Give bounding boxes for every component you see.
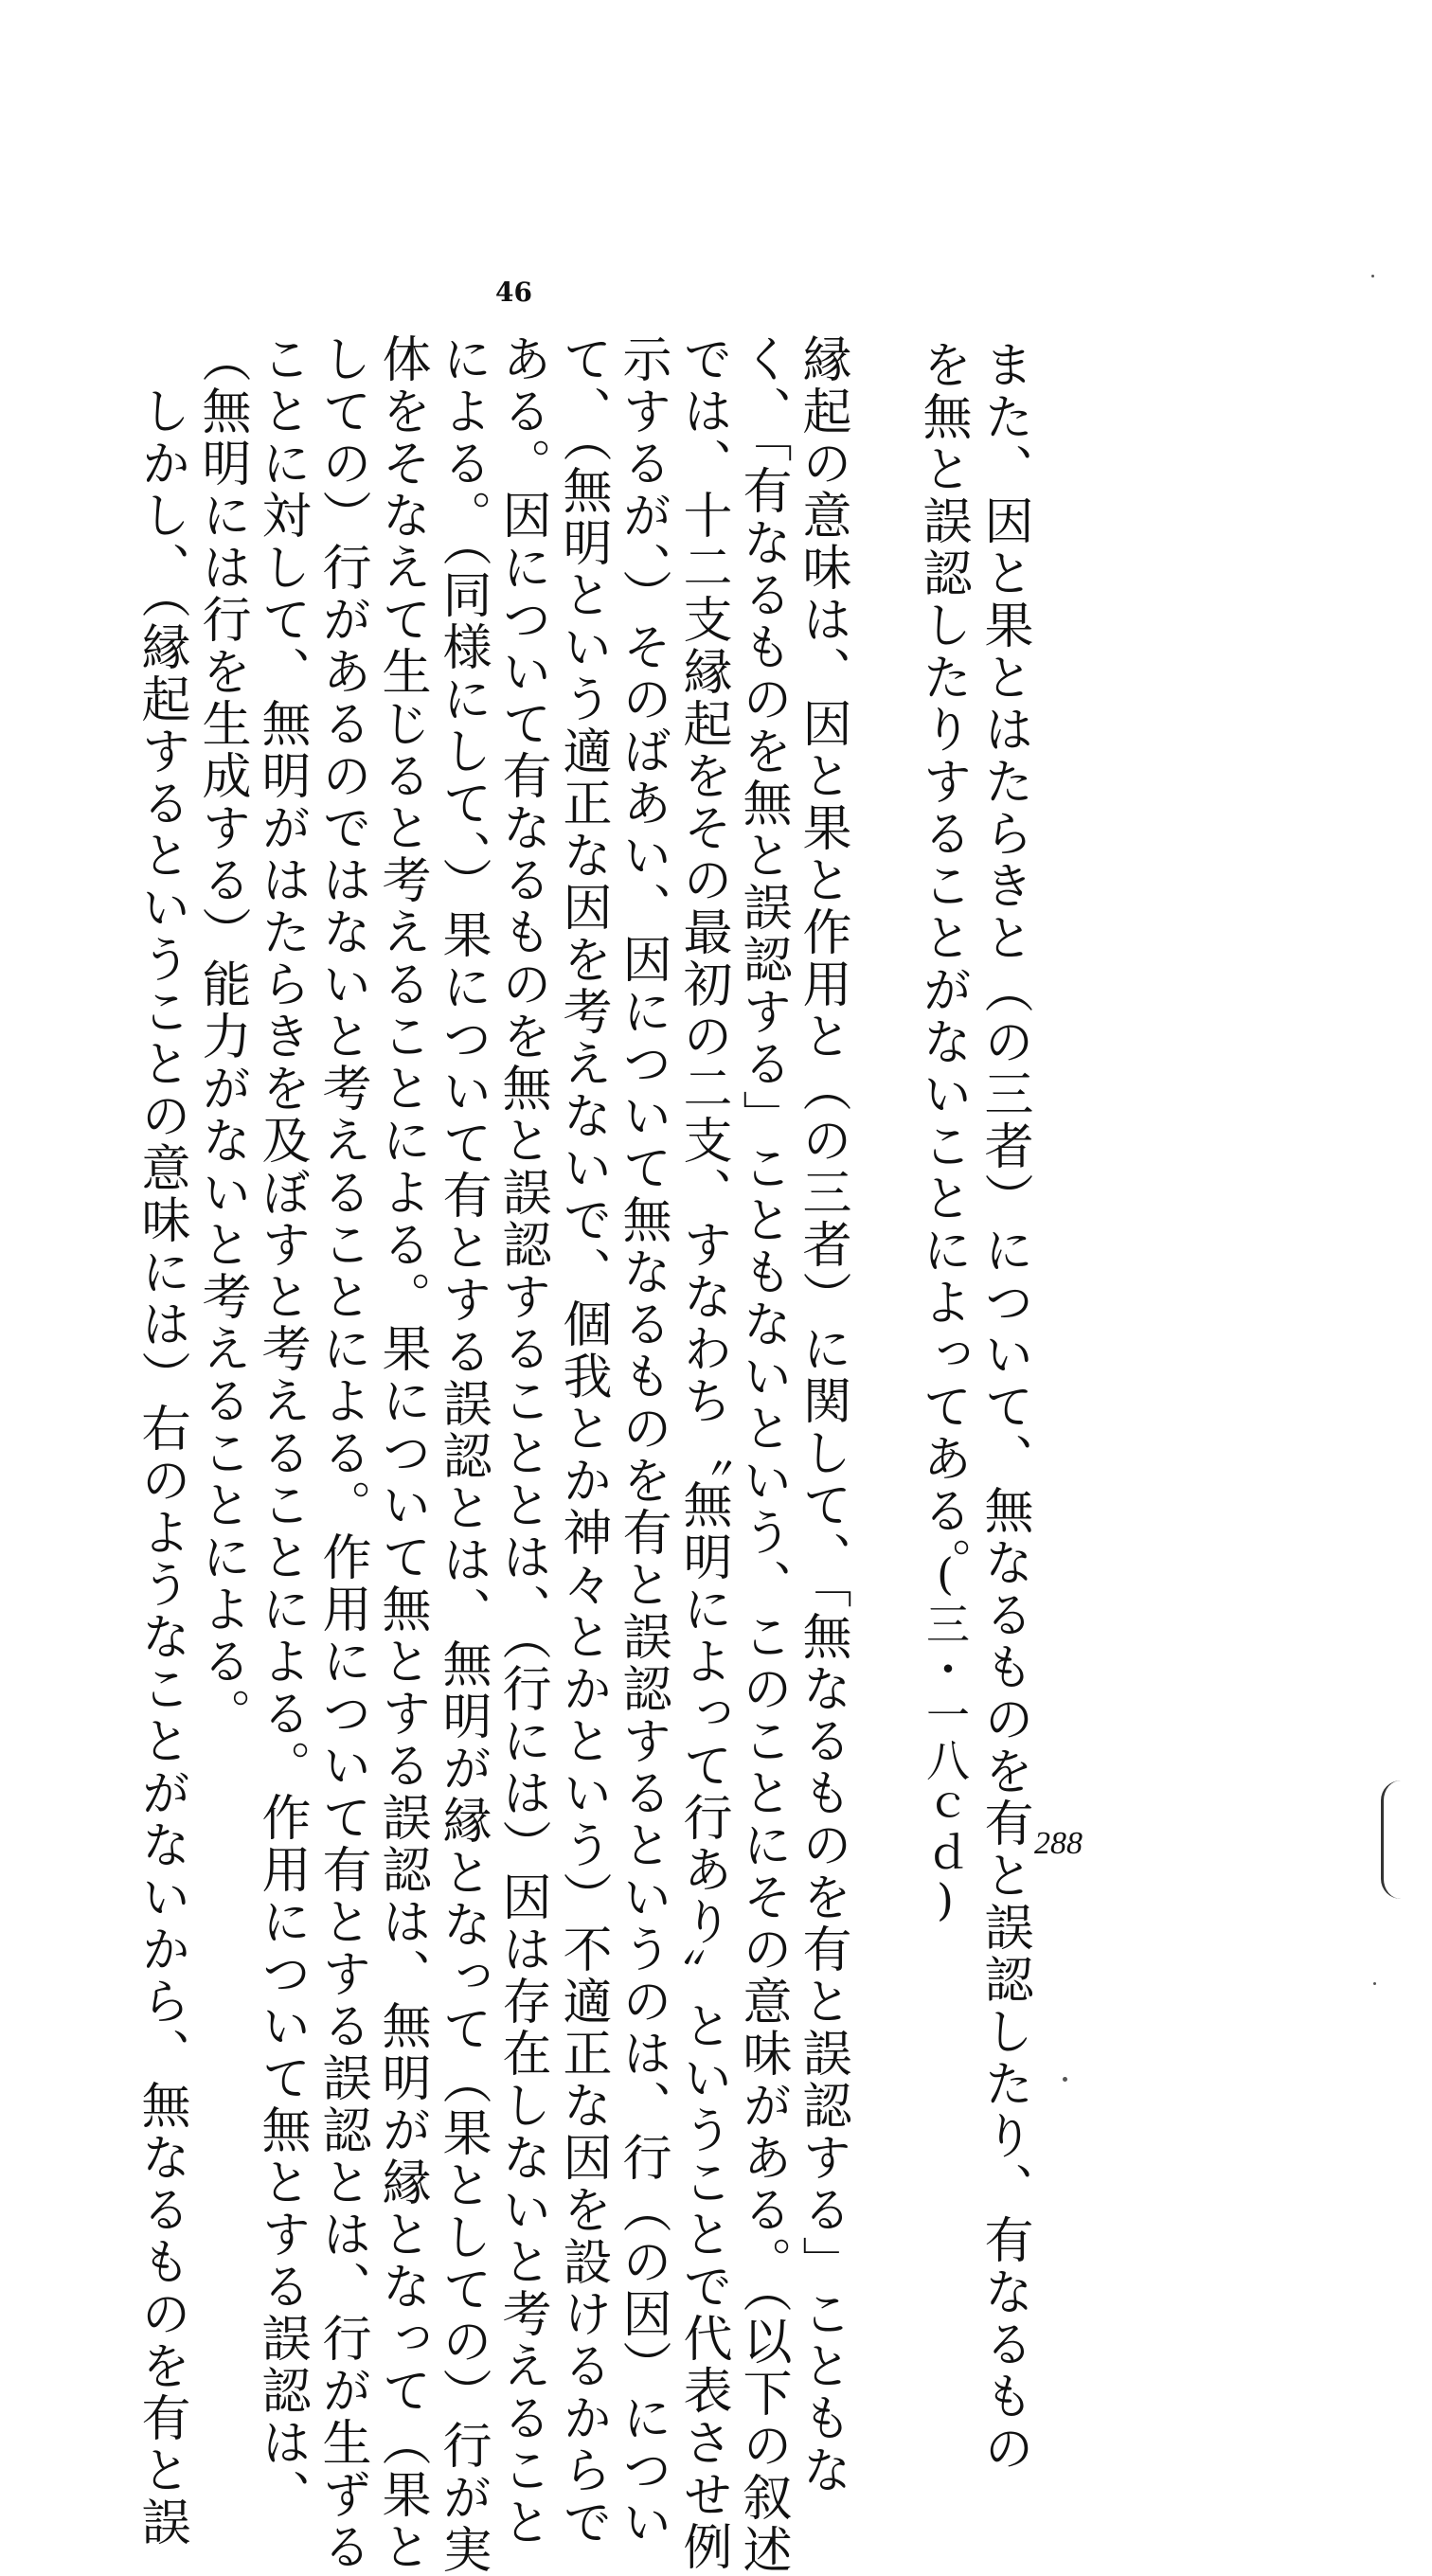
body-line-8: 体をそなえて生じると考えることによる。果について無とする誤認は、無明が縁となって（果と [373,333,430,2573]
scan-speck [1063,2077,1067,2082]
body-line-2: く、「有なるものを無と誤認する」こともないという、このことにその意味がある。（以下の叙述 [734,333,791,2576]
body-line-6: ある。因について有なるものを無と誤認することとは、（行には）因は存在しないと考えること [493,333,550,2549]
body-line-10: ことに対して、無明がはたらきを及ぼすと考えることによる。作用について無とする誤認は、 [253,333,310,2521]
body-line-11: （無明には行を生成する）能力がないと考えることによる。 [193,333,250,1740]
quote-line-2: を無と誤認したりすることがないことによってある。 [914,339,971,1589]
body-line-9: しての）行があるのではないと考えることによる。作用について有とする誤認とは、行が生ずる [313,333,370,2573]
body-line-5: て、（無明という適正な因を考えないで、個我とか神々とかという）不適正な因を設けるからで [554,333,611,2549]
body-line-4: 示するが、）そのばあい、因について無なるものを有と誤認するというのは、行（の因）につい [614,333,671,2549]
body-line-1: 縁起の意味は、因と果と作用と（の三者）に関して、「無なるものを有と誤認する」こともな [794,333,850,2496]
margin-bracket-mark [1381,1780,1401,1899]
verse-citation: (三・一八ｃｄ) [920,1548,971,1927]
body-line-7: による。（同様にして、）果について有とする誤認とは、無明が縁となって（果としての）行が実 [434,333,491,2576]
page-number-large: 288 [1034,1826,1083,1861]
body-line-12: しかし、（縁起するということの意味には）右のようなことがないから、無なるものを有と誤 [133,333,189,2549]
scan-speck [1371,275,1374,277]
scan-speck [1373,1982,1376,1985]
body-line-3: では、十二支縁起をその最初の二支、すなわち〝無明によって行あり〟ということで代表させ例 [674,333,731,2573]
page-number-small: 46 [495,277,532,308]
quote-line-1: また、因と果とはたらきと（の三者）について、無なるものを有と誤認したり、有なるもの [976,339,1032,2475]
